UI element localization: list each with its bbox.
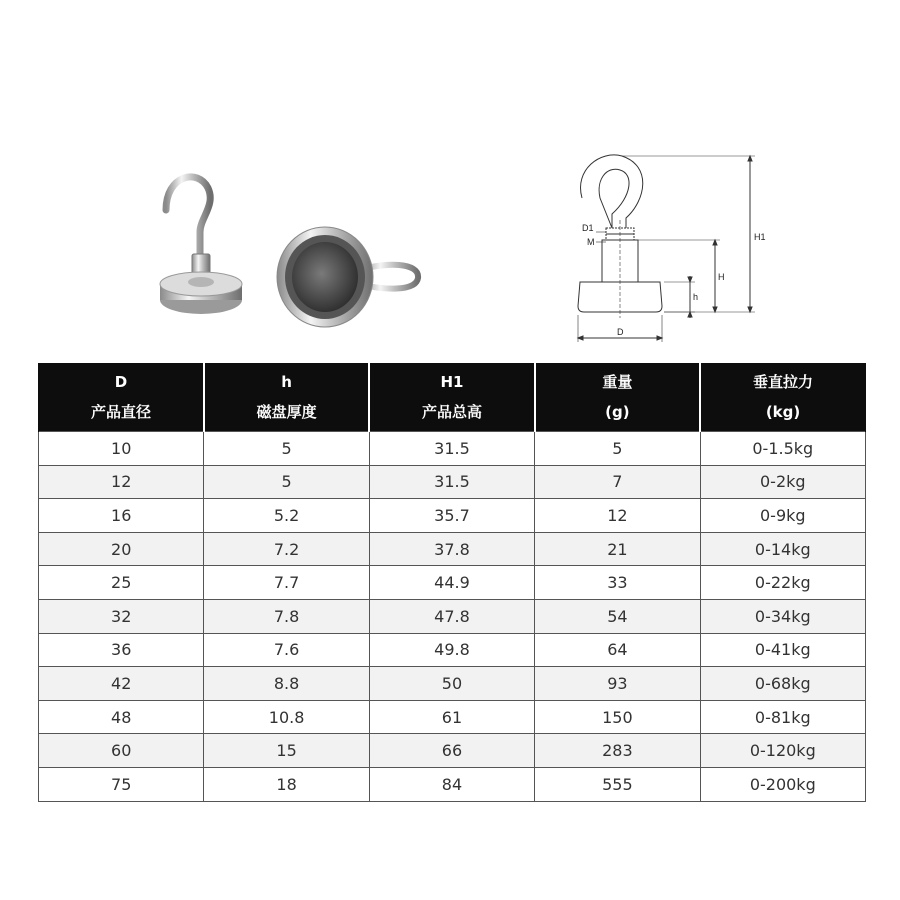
- cell-diameter: 20: [39, 532, 204, 566]
- cell-thickness: 8.8: [204, 667, 369, 701]
- cell-pull-force: 0-9kg: [700, 499, 865, 533]
- cell-total-height: 35.7: [369, 499, 534, 533]
- label-m: M: [587, 237, 595, 247]
- cell-diameter: 36: [39, 633, 204, 667]
- label-d1: D1: [582, 223, 594, 233]
- cell-thickness: 7.2: [204, 532, 369, 566]
- table-row: [39, 499, 866, 533]
- header-label: 垂直拉力: [753, 373, 814, 391]
- cell-diameter: 32: [39, 599, 204, 633]
- header-label: h: [281, 373, 292, 391]
- label-h-lower: h: [693, 292, 699, 302]
- cell-diameter: 10: [39, 432, 204, 466]
- cell-pull-force: 0-14kg: [700, 532, 865, 566]
- cell-diameter: 75: [39, 767, 204, 801]
- magnet-hook-standing: [160, 176, 242, 314]
- cell-total-height: 84: [369, 767, 534, 801]
- header-cell-diameter: [39, 363, 204, 432]
- table-row: [39, 432, 866, 466]
- cell-thickness: 7.7: [204, 566, 369, 600]
- label-h-upper: H: [718, 272, 725, 282]
- cell-thickness: 5: [204, 465, 369, 499]
- table-row: [39, 700, 866, 734]
- cell-thickness: 18: [204, 767, 369, 801]
- header-sublabel: 产品直径: [90, 403, 151, 421]
- table-row: [39, 465, 866, 499]
- cell-pull-force: 0-34kg: [700, 599, 865, 633]
- cell-diameter: 12: [39, 465, 204, 499]
- cell-weight: 283: [535, 734, 700, 768]
- label-d: D: [617, 327, 624, 337]
- table-row: [39, 667, 866, 701]
- header-cell-pull-force: [700, 363, 865, 432]
- header-row: [39, 363, 866, 432]
- header-cell-weight: [535, 363, 700, 432]
- dimension-diagram: [560, 150, 800, 350]
- cell-total-height: 50: [369, 667, 534, 701]
- cell-total-height: 31.5: [369, 432, 534, 466]
- cell-thickness: 7.6: [204, 633, 369, 667]
- cell-total-height: 31.5: [369, 465, 534, 499]
- table-row: [39, 734, 866, 768]
- cell-thickness: 5: [204, 432, 369, 466]
- cell-pull-force: 0-1.5kg: [700, 432, 865, 466]
- cell-total-height: 61: [369, 700, 534, 734]
- cell-pull-force: 0-41kg: [700, 633, 865, 667]
- spec-table-container: [38, 363, 866, 802]
- cell-total-height: 49.8: [369, 633, 534, 667]
- cell-weight: 64: [535, 633, 700, 667]
- cell-diameter: 60: [39, 734, 204, 768]
- cell-weight: 555: [535, 767, 700, 801]
- hook-outline: [581, 155, 643, 228]
- cell-weight: 5: [535, 432, 700, 466]
- cell-weight: 54: [535, 599, 700, 633]
- cell-diameter: 48: [39, 700, 204, 734]
- cell-weight: 7: [535, 465, 700, 499]
- table-row: [39, 566, 866, 600]
- cell-total-height: 44.9: [369, 566, 534, 600]
- magnet-face: [277, 227, 418, 327]
- table-row: [39, 599, 866, 633]
- cell-thickness: 5.2: [204, 499, 369, 533]
- cell-total-height: 37.8: [369, 532, 534, 566]
- cell-pull-force: 0-200kg: [700, 767, 865, 801]
- table-row: [39, 767, 866, 801]
- header-sublabel: (kg): [765, 403, 801, 421]
- cell-total-height: 66: [369, 734, 534, 768]
- product-photo: [120, 150, 460, 340]
- spec-table: [38, 363, 866, 802]
- cell-pull-force: 0-68kg: [700, 667, 865, 701]
- table-row: [39, 532, 866, 566]
- cell-diameter: 16: [39, 499, 204, 533]
- cell-weight: 33: [535, 566, 700, 600]
- header-cell-total-height: [369, 363, 534, 432]
- cell-total-height: 47.8: [369, 599, 534, 633]
- header-sublabel: (g): [605, 403, 630, 421]
- cell-weight: 21: [535, 532, 700, 566]
- cell-weight: 150: [535, 700, 700, 734]
- cell-diameter: 25: [39, 566, 204, 600]
- cell-weight: 12: [535, 499, 700, 533]
- header-label: D: [114, 373, 128, 391]
- cell-thickness: 7.8: [204, 599, 369, 633]
- cell-pull-force: 0-120kg: [700, 734, 865, 768]
- cell-pull-force: 0-81kg: [700, 700, 865, 734]
- label-h1: H1: [754, 232, 766, 242]
- cell-pull-force: 0-2kg: [700, 465, 865, 499]
- header-sublabel: 磁盘厚度: [256, 403, 317, 421]
- header-cell-thickness: [204, 363, 369, 432]
- cell-weight: 93: [535, 667, 700, 701]
- header-label: 重量: [602, 373, 633, 391]
- cell-thickness: 15: [204, 734, 369, 768]
- header-label: H1: [440, 373, 464, 391]
- table-row: [39, 633, 866, 667]
- cell-pull-force: 0-22kg: [700, 566, 865, 600]
- cell-diameter: 42: [39, 667, 204, 701]
- cell-thickness: 10.8: [204, 700, 369, 734]
- header-sublabel: 产品总高: [421, 403, 482, 421]
